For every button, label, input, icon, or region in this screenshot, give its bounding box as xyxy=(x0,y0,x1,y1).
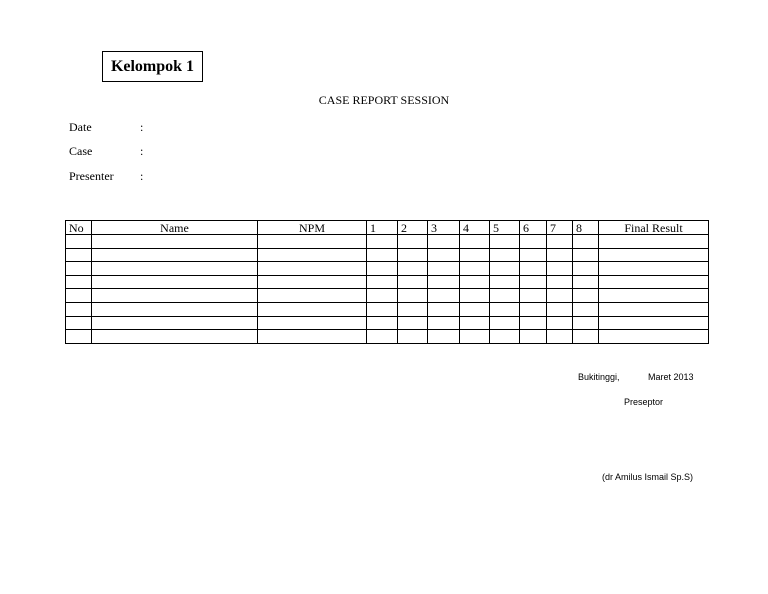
header-npm: NPM xyxy=(258,221,367,235)
table-cell xyxy=(520,248,547,262)
table-cell xyxy=(367,330,398,344)
table-cell xyxy=(66,235,92,249)
table-cell xyxy=(460,302,490,316)
header-score-4: 4 xyxy=(460,221,490,235)
table-body xyxy=(66,235,709,344)
field-case-label: Case xyxy=(69,144,93,158)
table-cell xyxy=(490,275,520,289)
field-case-colon: : xyxy=(140,144,144,158)
table-cell xyxy=(428,316,460,330)
table-cell xyxy=(428,275,460,289)
table-cell xyxy=(573,289,599,303)
table-cell xyxy=(599,262,709,276)
table-cell xyxy=(599,248,709,262)
table-header-row xyxy=(66,221,709,235)
table-cell xyxy=(490,316,520,330)
table-cell xyxy=(599,330,709,344)
table-row xyxy=(66,275,709,289)
table-row xyxy=(66,235,709,249)
table-cell xyxy=(573,275,599,289)
table-cell xyxy=(490,302,520,316)
table-row xyxy=(66,262,709,276)
table-cell xyxy=(460,275,490,289)
table-cell xyxy=(520,302,547,316)
table-row xyxy=(66,330,709,344)
table-cell xyxy=(547,330,573,344)
table-cell xyxy=(92,289,258,303)
header-name: Name xyxy=(92,221,258,235)
table-cell xyxy=(520,235,547,249)
table-cell xyxy=(367,275,398,289)
header-score-2: 2 xyxy=(398,221,428,235)
table-row xyxy=(66,302,709,316)
table-cell xyxy=(398,235,428,249)
table-cell xyxy=(460,248,490,262)
table-cell xyxy=(92,316,258,330)
table-row xyxy=(66,289,709,303)
table-cell xyxy=(490,330,520,344)
table-cell xyxy=(66,316,92,330)
field-presenter-colon: : xyxy=(140,169,144,183)
table-cell xyxy=(573,316,599,330)
table-cell xyxy=(92,262,258,276)
table-cell xyxy=(547,316,573,330)
table-cell xyxy=(398,248,428,262)
table-cell xyxy=(428,302,460,316)
table-cell xyxy=(547,289,573,303)
table-cell xyxy=(92,235,258,249)
signature-name: (dr Amilus Ismail Sp.S) xyxy=(602,472,694,482)
table-cell xyxy=(490,289,520,303)
table-cell xyxy=(258,235,367,249)
table-cell xyxy=(599,316,709,330)
signature-date: Maret 2013 xyxy=(648,372,694,382)
header-final-result: Final Result xyxy=(599,221,709,235)
table-cell xyxy=(599,289,709,303)
table-cell xyxy=(599,302,709,316)
group-title: Kelompok 1 xyxy=(110,57,195,75)
table-cell xyxy=(92,275,258,289)
table-cell xyxy=(428,262,460,276)
table-cell xyxy=(490,235,520,249)
table-cell xyxy=(258,248,367,262)
table-cell xyxy=(573,262,599,276)
table-cell xyxy=(398,302,428,316)
table-cell xyxy=(547,248,573,262)
table-cell xyxy=(428,289,460,303)
table-cell xyxy=(490,262,520,276)
table-cell xyxy=(66,302,92,316)
table-cell xyxy=(460,330,490,344)
table-cell xyxy=(573,302,599,316)
table-cell xyxy=(547,235,573,249)
table-cell xyxy=(428,248,460,262)
table-cell xyxy=(573,235,599,249)
table-cell xyxy=(92,330,258,344)
table-cell xyxy=(520,316,547,330)
header-score-8: 8 xyxy=(573,221,599,235)
table-cell xyxy=(92,302,258,316)
table-cell xyxy=(520,262,547,276)
field-presenter-label: Presenter xyxy=(69,169,114,183)
table-cell xyxy=(460,316,490,330)
table-cell xyxy=(258,289,367,303)
table-cell xyxy=(520,289,547,303)
signature-role: Preseptor xyxy=(624,397,664,407)
header-score-1: 1 xyxy=(367,221,398,235)
table-cell xyxy=(258,330,367,344)
table-cell xyxy=(398,275,428,289)
table-cell xyxy=(398,289,428,303)
header-no: No xyxy=(66,221,92,235)
table-cell xyxy=(520,275,547,289)
group-title-box xyxy=(102,51,203,82)
table-cell xyxy=(92,248,258,262)
table-cell xyxy=(428,330,460,344)
header-score-7: 7 xyxy=(547,221,573,235)
table-cell xyxy=(547,302,573,316)
table-cell xyxy=(258,275,367,289)
table-cell xyxy=(460,235,490,249)
table-cell xyxy=(428,235,460,249)
table-cell xyxy=(398,330,428,344)
table-cell xyxy=(367,316,398,330)
table-cell xyxy=(398,316,428,330)
table-cell xyxy=(573,248,599,262)
document-title: CASE REPORT SESSION xyxy=(318,93,450,107)
table-cell xyxy=(258,262,367,276)
table-cell xyxy=(547,275,573,289)
table-cell xyxy=(367,302,398,316)
table-row xyxy=(66,248,709,262)
table-cell xyxy=(66,262,92,276)
header-score-6: 6 xyxy=(520,221,547,235)
table-cell xyxy=(599,235,709,249)
table-cell xyxy=(367,262,398,276)
table-cell xyxy=(66,289,92,303)
field-date-colon: : xyxy=(140,120,144,134)
table-cell xyxy=(66,330,92,344)
table-cell xyxy=(490,248,520,262)
table-cell xyxy=(547,262,573,276)
table-cell xyxy=(599,275,709,289)
table-cell xyxy=(367,289,398,303)
header-score-3: 3 xyxy=(428,221,460,235)
table-cell xyxy=(398,262,428,276)
table-cell xyxy=(520,330,547,344)
signature-place: Bukitinggi, xyxy=(578,372,620,382)
grades-table xyxy=(65,220,709,344)
table-cell xyxy=(460,262,490,276)
table-row xyxy=(66,316,709,330)
field-date-label: Date xyxy=(69,120,92,134)
table-cell xyxy=(66,248,92,262)
table-cell xyxy=(573,330,599,344)
table-cell xyxy=(258,302,367,316)
table-cell xyxy=(66,275,92,289)
table-cell xyxy=(258,316,367,330)
table-cell xyxy=(460,289,490,303)
table-cell xyxy=(367,235,398,249)
table-cell xyxy=(367,248,398,262)
header-score-5: 5 xyxy=(490,221,520,235)
